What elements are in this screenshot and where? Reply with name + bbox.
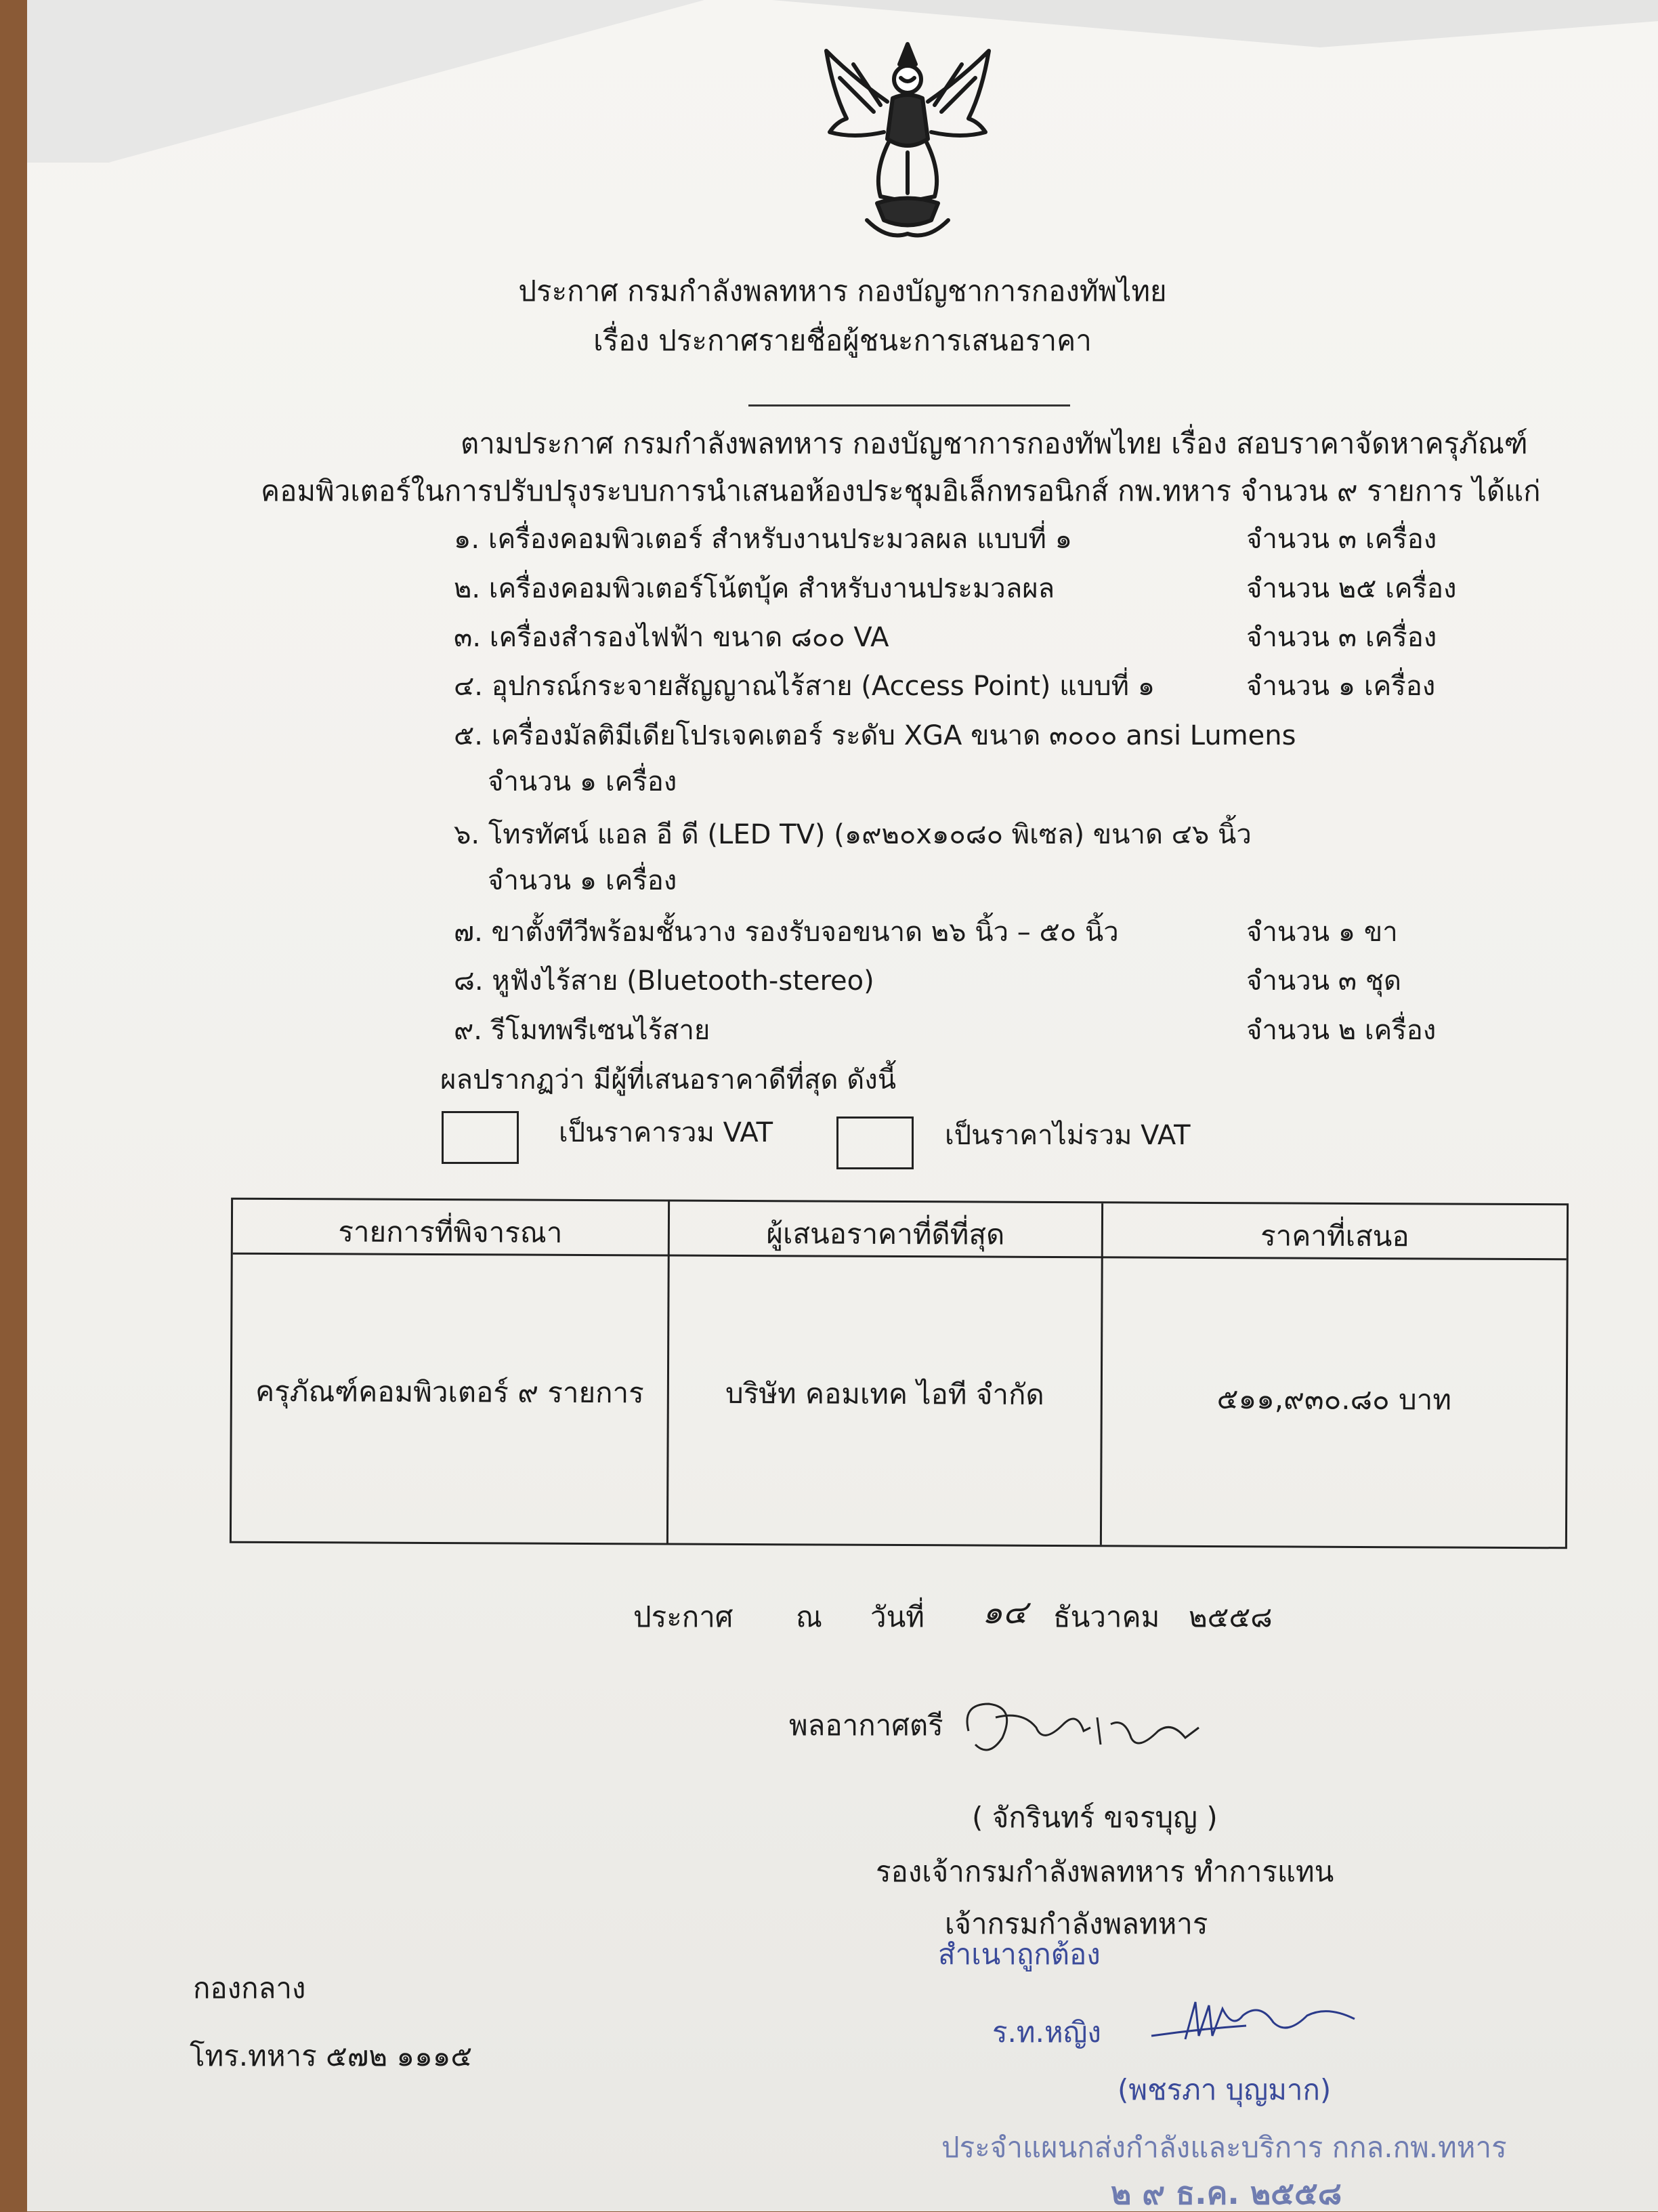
- date-at: ณ: [796, 1600, 822, 1633]
- result-text: ผลปรากฏว่า มีผู้ที่เสนอราคาดีที่สุด ดังนี้: [440, 1064, 897, 1095]
- list-item-qty: จำนวน ๒๕ เครื่อง: [1246, 573, 1457, 604]
- table-cell-item: ครุภัณฑ์คอมพิวเตอร์ ๙ รายการ: [255, 1374, 644, 1410]
- list-item: ๖. โทรทัศน์ แอล อี ดี (LED TV) (๑๙๒๐x๑๐๘๐ พิเซล) ขนาด ๔๖ นิ้ว: [454, 819, 1252, 850]
- certifier-rank: ร.ท.หญิง: [992, 2016, 1101, 2049]
- vat-include-label: เป็นราคารวม VAT: [559, 1117, 773, 1148]
- signatory-name: ( จักรินทร์ ขจรบุญ ): [972, 1801, 1218, 1834]
- list-item: ๙. รีโมทพรีเซนไร้สาย: [454, 1015, 710, 1046]
- title-divider: [748, 404, 1070, 406]
- signature-image: [955, 1690, 1226, 1772]
- footer-phone: โทร.ทหาร ๕๗๒ ๑๑๑๕: [190, 2039, 473, 2072]
- list-item-qty: จำนวน ๓ เครื่อง: [1246, 524, 1437, 555]
- date-month: ธันวาคม: [1053, 1600, 1160, 1633]
- intro-line-1: ตามประกาศ กรมกำลังพลทหาร กองบัญชาการกองทัพไทย เรื่อง สอบราคาจัดหาครุภัณฑ์: [461, 427, 1528, 460]
- intro-line-2: คอมพิวเตอร์ในการปรับปรุงระบบการนำเสนอห้องประชุมอิเล็กทรอนิกส์ กพ.ทหาร จำนวน ๙ รายการ ได้แก่: [261, 474, 1541, 507]
- date-prefix: ประกาศ: [633, 1600, 734, 1633]
- certification-date-stamp: ๒ ๙ ธ.ค. ๒๕๕๘: [1111, 2175, 1342, 2211]
- announcement-title: ประกาศ กรมกำลังพลทหาร กองบัญชาการกองทัพไทย: [518, 274, 1167, 308]
- list-item-qty: จำนวน ๑ ขา: [1246, 917, 1398, 948]
- certifier-name: (พชรภา บุญมาก): [1118, 2073, 1332, 2106]
- signatory-title-2: เจ้ากรมกำลังพลทหาร: [945, 1907, 1208, 1940]
- table-cell-price: ๕๑๑,๙๓๐.๘๐ บาท: [1216, 1382, 1452, 1417]
- signatory-title-1: รองเจ้ากรมกำลังพลทหาร ทำการแทน: [876, 1855, 1334, 1888]
- table-header-price: ราคาที่เสนอ: [1260, 1219, 1409, 1253]
- document-page: [27, 0, 1658, 2211]
- list-item: ๑. เครื่องคอมพิวเตอร์ สำหรับงานประมวลผล แบบที่ ๑: [454, 524, 1072, 555]
- list-item: ๘. หูฟังไร้สาย (Bluetooth-stereo): [454, 965, 874, 997]
- vat-include-checkbox[interactable]: [442, 1111, 519, 1164]
- table-header-item: รายการที่พิจารณา: [338, 1215, 563, 1249]
- certifier-position: ประจำแผนกส่งกำลังและบริการ กกล.กพ.ทหาร: [941, 2131, 1507, 2164]
- list-item-qty: จำนวน ๑ เครื่อง: [1246, 671, 1436, 702]
- garuda-emblem-icon: [813, 37, 1002, 247]
- certified-copy-stamp: สำเนาถูกต้อง: [938, 1938, 1101, 1971]
- date-year: ๒๕๕๘: [1189, 1600, 1273, 1633]
- table-header-bidder: ผู้เสนอราคาที่ดีที่สุด: [766, 1217, 1005, 1251]
- announcement-subject: เรื่อง ประกาศรายชื่อผู้ชนะการเสนอราคา: [593, 324, 1092, 357]
- signatory-rank: พลอากาศตรี: [789, 1709, 943, 1742]
- date-day-label: วันที่: [870, 1600, 924, 1633]
- footer-office: กองกลาง: [193, 1971, 306, 2005]
- list-item-qty: จำนวน ๒ เครื่อง: [1246, 1015, 1437, 1046]
- vat-exclude-checkbox[interactable]: [836, 1117, 914, 1169]
- list-item-qty: จำนวน ๓ ชุด: [1246, 965, 1401, 997]
- list-item: ๕. เครื่องมัลติมีเดียโปรเจคเตอร์ ระดับ XGA ขนาด ๓๐๐๐ ansi Lumens: [454, 720, 1296, 751]
- list-item: ๔. อุปกรณ์กระจายสัญญาณไร้สาย (Access Point) แบบที่ ๑: [454, 671, 1155, 702]
- table-cell-bidder: บริษัท คอมเทค ไอที จำกัด: [725, 1376, 1044, 1411]
- date-day-handwritten: ๑๔: [982, 1593, 1027, 1631]
- list-item-sub: จำนวน ๑ เครื่อง: [488, 865, 677, 896]
- list-item: ๗. ขาตั้งทีวีพร้อมชั้นวาง รองรับจอขนาด ๒๖ นิ้ว – ๕๐ นิ้ว: [454, 917, 1119, 948]
- vat-exclude-label: เป็นราคาไม่รวม VAT: [945, 1120, 1191, 1151]
- list-item: ๓. เครื่องสำรองไฟฟ้า ขนาด ๘๐๐ VA: [454, 622, 889, 653]
- list-item: ๒. เครื่องคอมพิวเตอร์โน้ตบุ้ค สำหรับงานประมวลผล: [454, 573, 1055, 604]
- certifier-signature-image: [1145, 1988, 1388, 2063]
- list-item-sub: จำนวน ๑ เครื่อง: [488, 766, 677, 797]
- overlapping-page-corner: [27, 0, 704, 163]
- list-item-qty: จำนวน ๓ เครื่อง: [1246, 622, 1437, 653]
- result-table: [230, 1198, 1569, 1549]
